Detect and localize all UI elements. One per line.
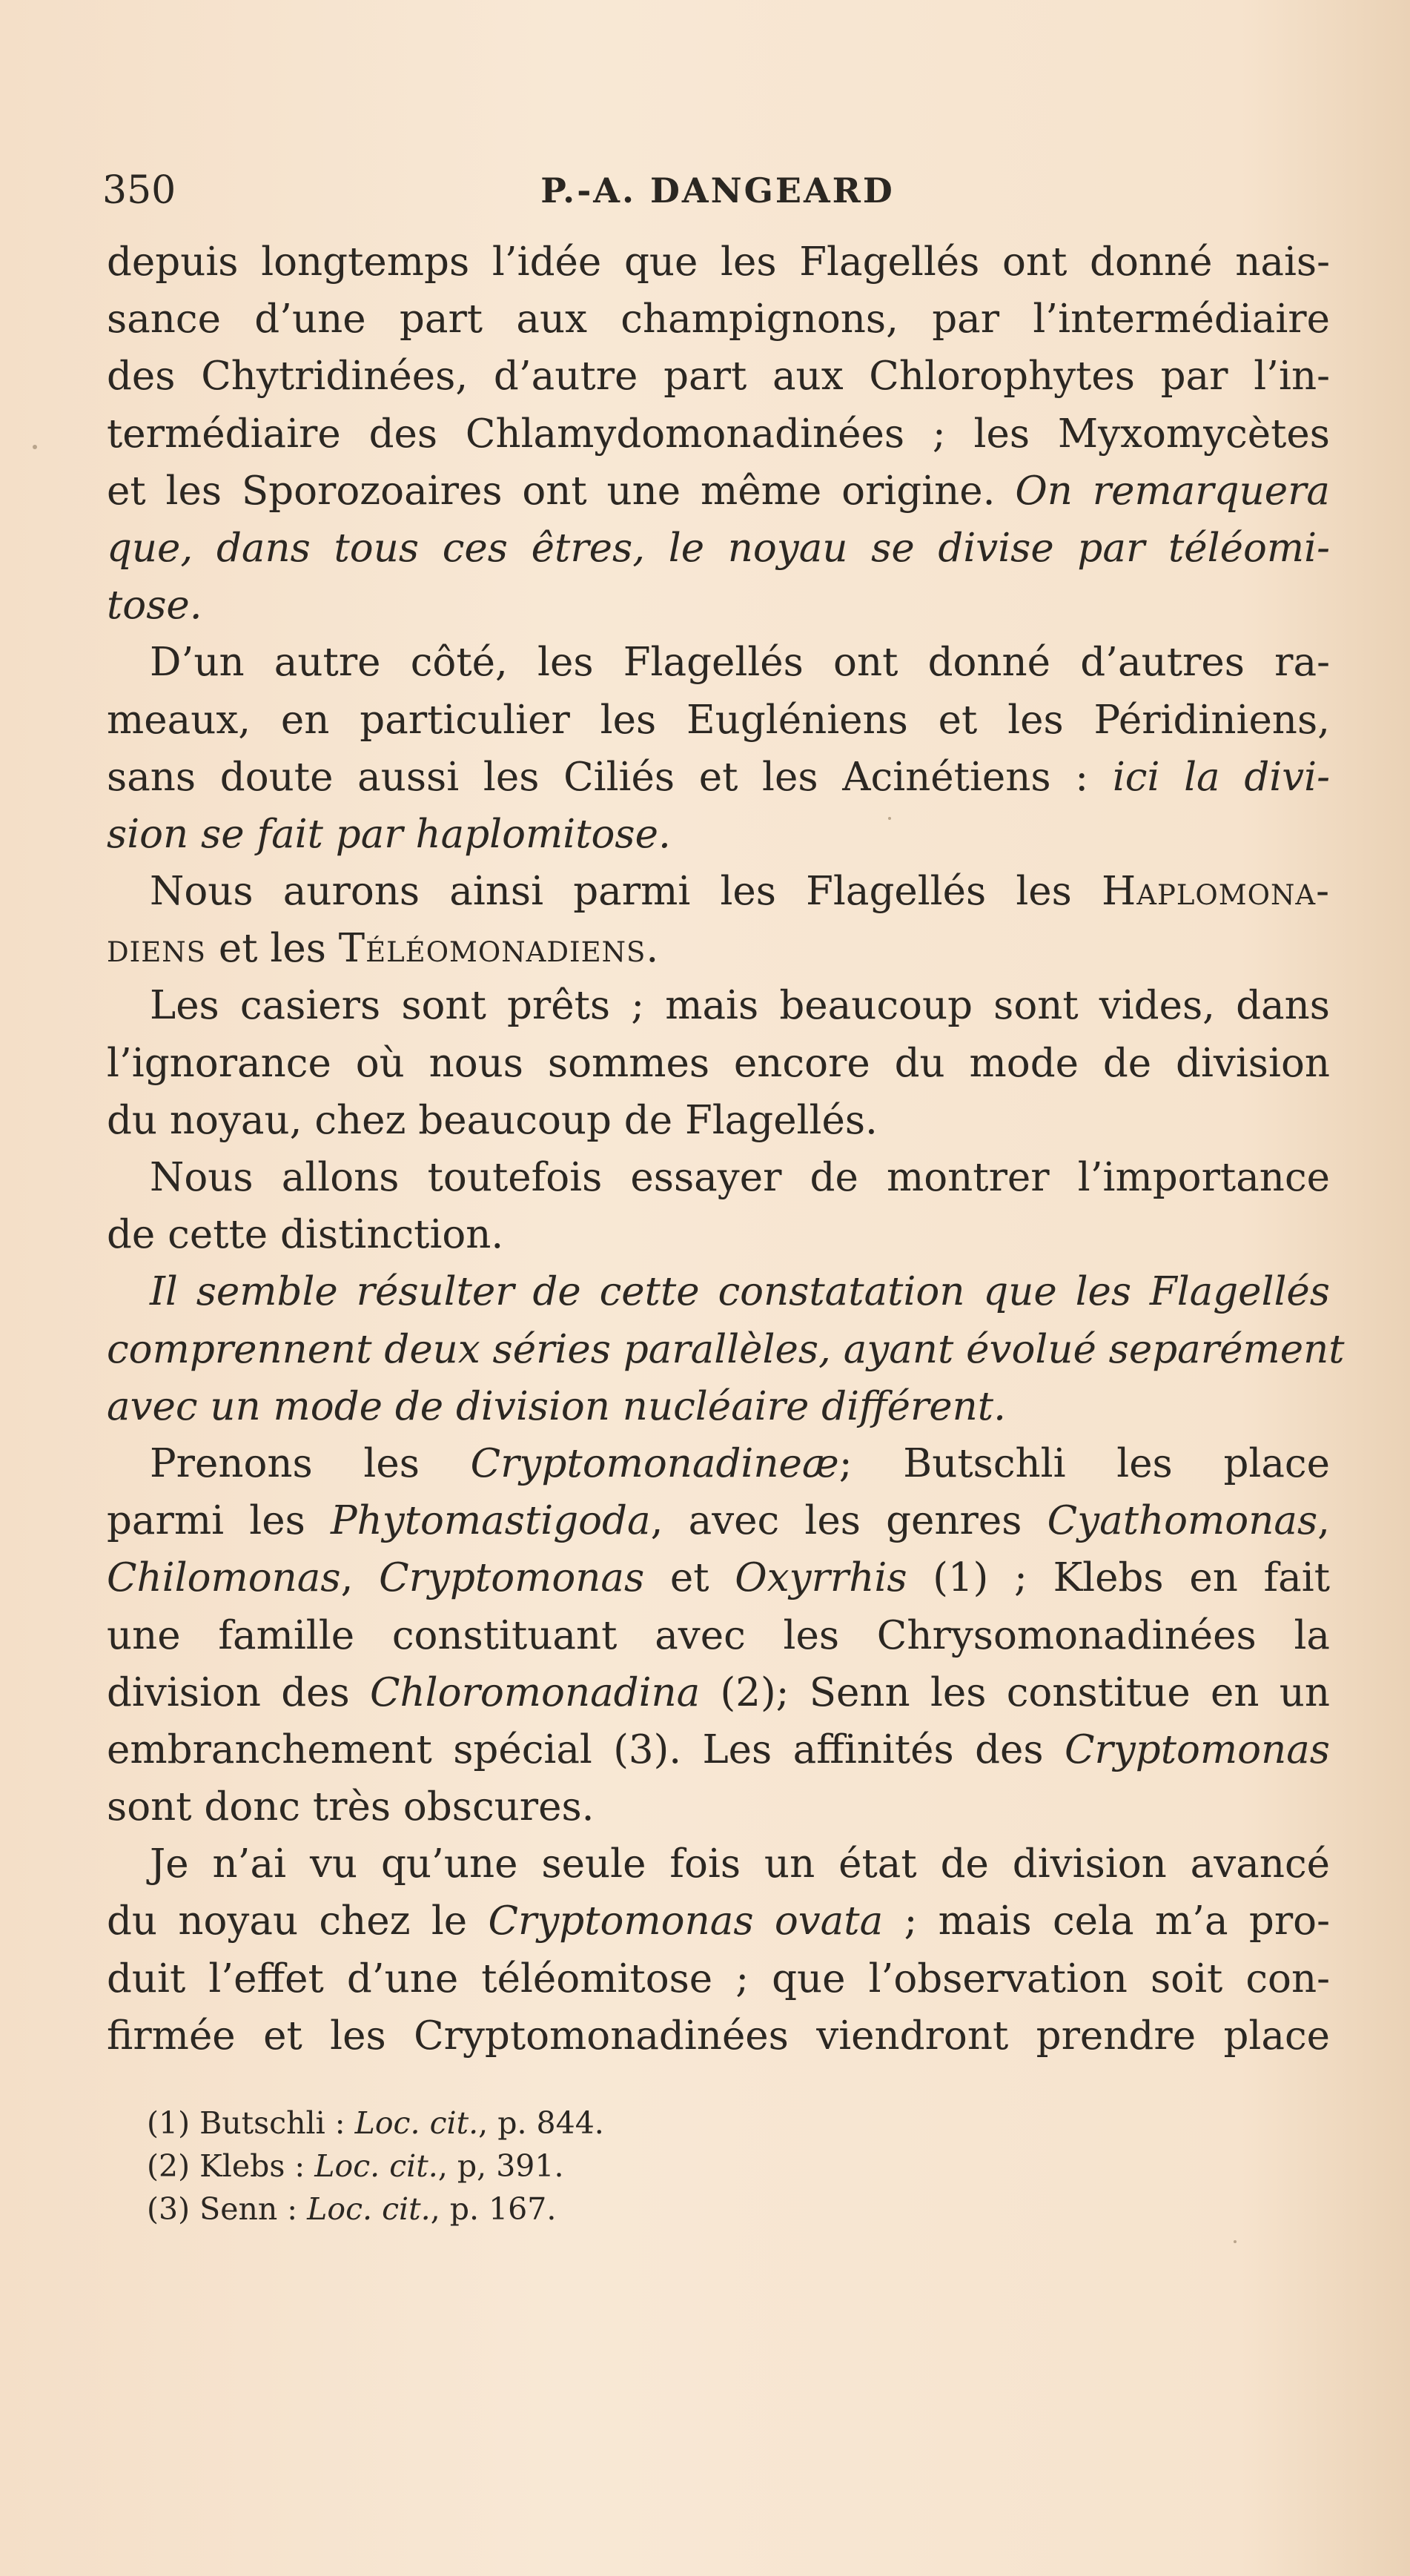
italic-text: Chilomonas: [107, 1555, 341, 1601]
text-line: [107, 1435, 1330, 1492]
text-segment: et les: [206, 926, 339, 972]
text-segment: et les Sporozoaires ont une même origine.: [107, 468, 1016, 514]
text-segment: ; mais cela m’a pro-: [883, 1898, 1330, 1944]
italic-text: Il semble résulter de cette constatation que les Flagellés: [150, 1269, 1330, 1315]
body-text: [107, 234, 1345, 2065]
text-segment: (1) Butschli :: [147, 2105, 355, 2141]
text-segment: une famille constituant avec les Chrysomonadinées la: [107, 1612, 1330, 1658]
text-line: [107, 405, 1330, 463]
italic-text: Cryptomonas: [1064, 1726, 1330, 1772]
text-line: [107, 1149, 1330, 1206]
text-segment: ; Butschli les place: [838, 1440, 1330, 1486]
text-line: [107, 1549, 1330, 1606]
italic-text: On remarquera: [1015, 468, 1330, 514]
footnote: [147, 2145, 1185, 2188]
text-segment: (2) Klebs :: [147, 2148, 315, 2184]
text-segment: Je n’ai vu qu’une seule fois un état de division avancé: [150, 1841, 1330, 1887]
text-segment: sont donc très obscures.: [107, 1784, 595, 1830]
small-caps-text: Haplomona-: [1102, 869, 1330, 915]
text-segment: meaux, en particulier les Eugléniens et les Péridiniens,: [107, 697, 1330, 743]
text-line: [107, 634, 1330, 691]
text-line: [107, 348, 1330, 405]
paper-speck: [888, 817, 891, 820]
small-caps-text: diens: [107, 926, 207, 972]
text-line: [107, 1835, 1330, 1893]
running-head: P.-A. DANGEARD: [540, 170, 895, 211]
italic-text: Oxyrrhis: [735, 1555, 907, 1601]
text-segment: termédiaire des Chlamydomonadinées ; les Myxomycètes: [107, 411, 1330, 457]
text-line: [107, 1492, 1330, 1549]
text-line: [107, 291, 1330, 348]
paper-speck: [33, 445, 37, 449]
text-segment: sans doute aussi les Ciliés et les Acinétiens :: [107, 754, 1113, 800]
text-line: [107, 1893, 1330, 1950]
text-segment: du noyau, chez beaucoup de Flagellés.: [107, 1097, 878, 1143]
text-segment: l’ignorance où nous sommes encore du mode de division: [107, 1040, 1330, 1086]
italic-text: tose.: [107, 583, 202, 629]
text-segment: et: [644, 1555, 735, 1601]
small-caps-text: Téléomonadiens: [338, 926, 646, 972]
text-segment: Prenons les: [150, 1440, 471, 1486]
text-segment: ,: [1317, 1498, 1330, 1544]
text-line: [107, 1950, 1330, 2007]
text-segment: Nous aurons ainsi parmi les Flagellés les: [150, 869, 1102, 915]
text-line: [107, 577, 1330, 634]
text-segment: (1) ; Klebs en fait: [907, 1555, 1331, 1601]
text-segment: Nous allons toutefois essayer de montrer l’importance: [150, 1155, 1330, 1200]
italic-text: Cryptomonadineæ: [470, 1440, 839, 1486]
text-segment: , p. 844.: [478, 2105, 604, 2141]
text-segment: , avec les genres: [650, 1498, 1047, 1544]
text-line: [107, 1321, 1345, 1378]
text-line: [107, 1721, 1330, 1778]
text-segment: .: [646, 926, 659, 972]
footnote: [147, 2102, 1185, 2145]
text-line: [107, 1092, 1330, 1149]
italic-text: Phytomastigoda: [330, 1498, 651, 1544]
text-line: [107, 863, 1330, 920]
text-line: [107, 2007, 1330, 2065]
italic-text: Cryptomonas ovata: [488, 1898, 884, 1944]
text-segment: D’un autre côté, les Flagellés ont donné d’autres ra-: [150, 640, 1330, 686]
text-line: [107, 1778, 1330, 1835]
text-line: [107, 1378, 1330, 1435]
text-segment: parmi les: [107, 1498, 331, 1544]
text-segment: , p. 167.: [430, 2191, 557, 2227]
text-line: [107, 1206, 1330, 1263]
text-segment: (2); Senn les constitue en un: [700, 1669, 1330, 1715]
italic-text: Chloromonadina: [369, 1669, 701, 1715]
text-segment: des Chytridinées, d’autre part aux Chlorophytes par l’in-: [107, 354, 1330, 400]
text-line: [107, 1263, 1330, 1320]
text-line: [107, 234, 1330, 291]
italic-text: que, dans tous ces êtres, le noyau se divise par téléomi-: [107, 525, 1330, 571]
text-segment: firmée et les Cryptomonadinées viendront prendre place: [107, 2013, 1330, 2059]
footnote: [147, 2188, 1185, 2231]
text-segment: Les casiers sont prêts ; mais beaucoup sont vides, dans: [150, 983, 1330, 1029]
italic-text: sion se fait par haplomitose.: [107, 811, 671, 857]
text-segment: ,: [340, 1555, 380, 1601]
italic-text: Cryptomonas: [379, 1555, 645, 1601]
text-segment: duit l’effet d’une téléomitose ; que l’observation soit con-: [107, 1956, 1330, 2001]
italic-text: Loc. cit.: [307, 2191, 431, 2227]
italic-text: Cyathomonas: [1047, 1498, 1318, 1544]
text-line: [107, 520, 1330, 577]
italic-text: comprennent deux séries parallèles, ayant évolué separément: [107, 1326, 1345, 1372]
page-header: [102, 165, 1333, 216]
page-number: 350: [102, 168, 176, 213]
text-line: [107, 1607, 1330, 1664]
text-segment: division des: [107, 1669, 370, 1715]
paper-speck: [1234, 2240, 1237, 2243]
text-segment: depuis longtemps l’idée que les Flagellés ont donné nais-: [107, 239, 1330, 285]
text-segment: du noyau chez le: [107, 1898, 489, 1944]
italic-text: Loc. cit.: [314, 2148, 438, 2184]
text-line: [107, 977, 1330, 1034]
footnotes: [147, 2102, 1185, 2231]
italic-text: avec un mode de division nucléaire différent.: [107, 1383, 1006, 1429]
italic-text: ici la divi-: [1112, 754, 1330, 800]
text-line: [107, 1035, 1330, 1092]
text-line: [107, 806, 1330, 863]
text-line: [107, 920, 1330, 977]
text-segment: de cette distinction.: [107, 1212, 504, 1258]
italic-text: Loc. cit.: [354, 2105, 479, 2141]
text-line: [107, 692, 1330, 749]
text-segment: sance d’une part aux champignons, par l’intermédiaire: [107, 297, 1330, 342]
text-segment: embranchement spécial (3). Les affinités des: [107, 1726, 1065, 1772]
text-line: [107, 1664, 1330, 1721]
text-line: [107, 463, 1330, 520]
text-line: [107, 749, 1330, 806]
text-segment: (3) Senn :: [147, 2191, 308, 2227]
text-segment: , p, 391.: [437, 2148, 564, 2184]
